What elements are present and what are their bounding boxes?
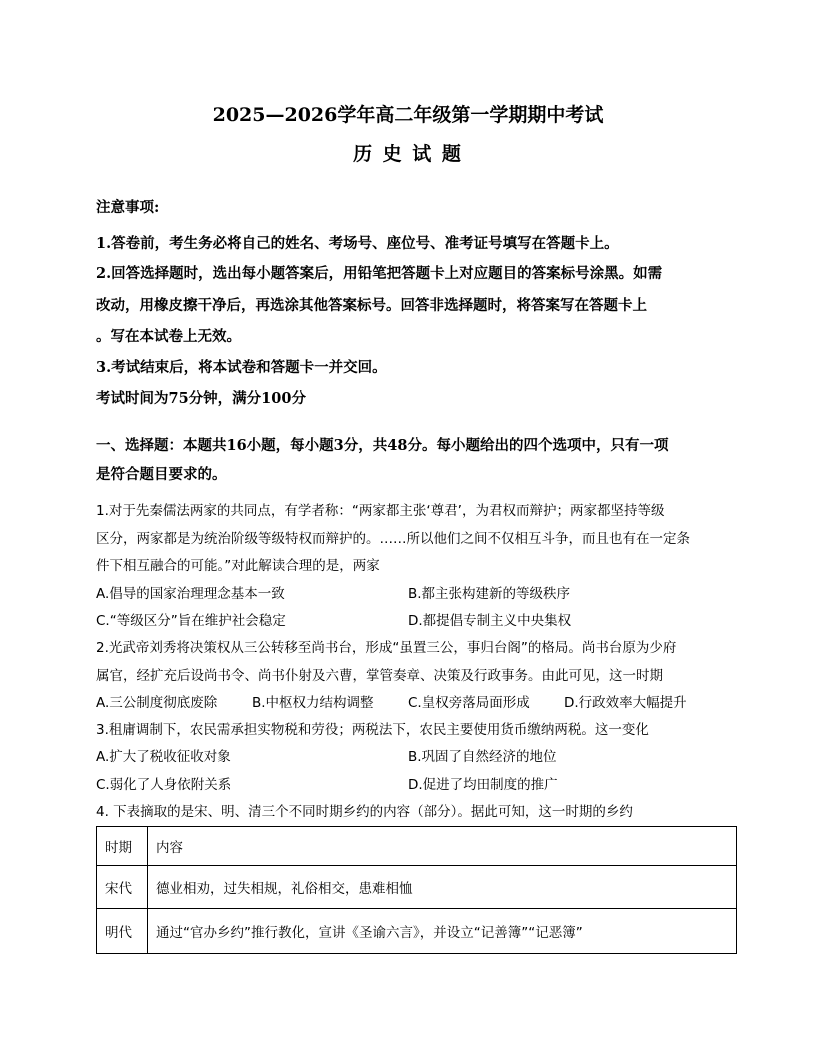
question-3-option-a: A.扩大了税收征收对象 (96, 749, 231, 765)
question-2-option-b: B.中枢权力结构调整 (252, 695, 374, 711)
notice-item-3: 3.考试结束后，将本试卷和答题卡一并交回。 (96, 359, 387, 376)
notice-item-1: 1.答卷前，考生务必将自己的姓名、考场号、座位号、准考证号填写在答题卡上。 (96, 235, 619, 252)
table-cell-content: 通过“官办乡约”推行教化，宣讲《圣谕六言》，并设立“记善簿”“记恶簿” (148, 909, 737, 954)
question-4-stem-line-1: 4. 下表摘取的是宋、明、清三个不同时期乡约的内容（部分）。据此可知，这一时期的乡约 (96, 804, 633, 820)
question-1-option-a: A.倡导的国家治理理念基本一致 (96, 586, 285, 602)
table-cell-period: 明代 (97, 909, 148, 954)
notice-item-2-line-1: 2.回答选择题时，选出每小题答案后，用铅笔把答题卡上对应题目的答案标号涂黑。如需 (96, 265, 663, 282)
table-header-period: 时期 (97, 827, 148, 866)
exam-title: 2025—2026学年高二年级第一学期期中考试 (212, 104, 604, 126)
table-cell-content: 德业相劝，过失相规，礼俗相交，患难相恤 (148, 866, 737, 909)
question-1-option-c: C.“等级区分”旨在维护社会稳定 (96, 613, 286, 629)
question-3-option-b: B.巩固了自然经济的地位 (408, 749, 557, 765)
question-3-option-d: D.促进了均田制度的推广 (408, 777, 558, 793)
question-3-option-c: C.弱化了人身依附关系 (96, 777, 232, 793)
table-header-row (97, 827, 737, 866)
exam-time-info: 考试时间为75分钟，满分100分 (96, 390, 306, 407)
question-1-option-d: D.都提倡专制主义中央集权 (408, 613, 572, 629)
question-1-option-b: B.都主张构建新的等级秩序 (408, 586, 571, 602)
question-2-option-a: A.三公制度彻底废除 (96, 695, 218, 711)
question-3-stem-line-1: 3.租庸调制下，农民需承担实物税和劳役；两税法下，农民主要使用货币缴纳两税。这一变化 (96, 722, 649, 738)
table-row (97, 866, 737, 909)
question-2-stem-line-2: 属官，经扩充后设尚书令、尚书仆射及六曹，掌管奏章、决策及行政事务。由此可见，这一时期 (96, 668, 663, 684)
question-1-stem-line-2: 区分，两家都是为统治阶级等级特权而辩护的。……所以他们之间不仅相互斗争，而且也有在一定条 (96, 531, 690, 547)
notice-item-2-line-3: 。写在本试卷上无效。 (96, 328, 241, 345)
question-1-stem-line-1: 1.对于先秦儒法两家的共同点，有学者称：“两家都主张‘尊君’，为君权而辩护；两家都坚持等级 (96, 503, 665, 519)
exam-subtitle: 历 史 试 题 (353, 143, 463, 165)
question-4-table (96, 826, 737, 954)
question-2-option-c: C.皇权旁落局面形成 (408, 695, 530, 711)
table-header-content: 内容 (148, 827, 737, 866)
question-2-stem-line-1: 2.光武帝刘秀将决策权从三公转移至尚书台，形成“虽置三公，事归台阁”的格局。尚书台原为少府 (96, 640, 677, 656)
section-1-heading-line-2: 是符合题目要求的。 (96, 466, 227, 483)
notice-item-2-line-2: 改动，用橡皮擦干净后，再选涂其他答案标号。回答非选择题时，将答案写在答题卡上 (96, 297, 647, 314)
table-cell-period: 宋代 (97, 866, 148, 909)
notice-heading: 注意事项: (96, 199, 160, 216)
section-1-heading-line-1: 一、选择题：本题共16小题，每小题3分，共48分。每小题给出的四个选项中，只有一项 (96, 437, 669, 454)
question-2-option-d: D.行政效率大幅提升 (564, 695, 687, 711)
table-row (97, 909, 737, 954)
question-1-stem-line-3: 件下相互融合的可能。”对此解读合理的是，两家 (96, 558, 380, 574)
